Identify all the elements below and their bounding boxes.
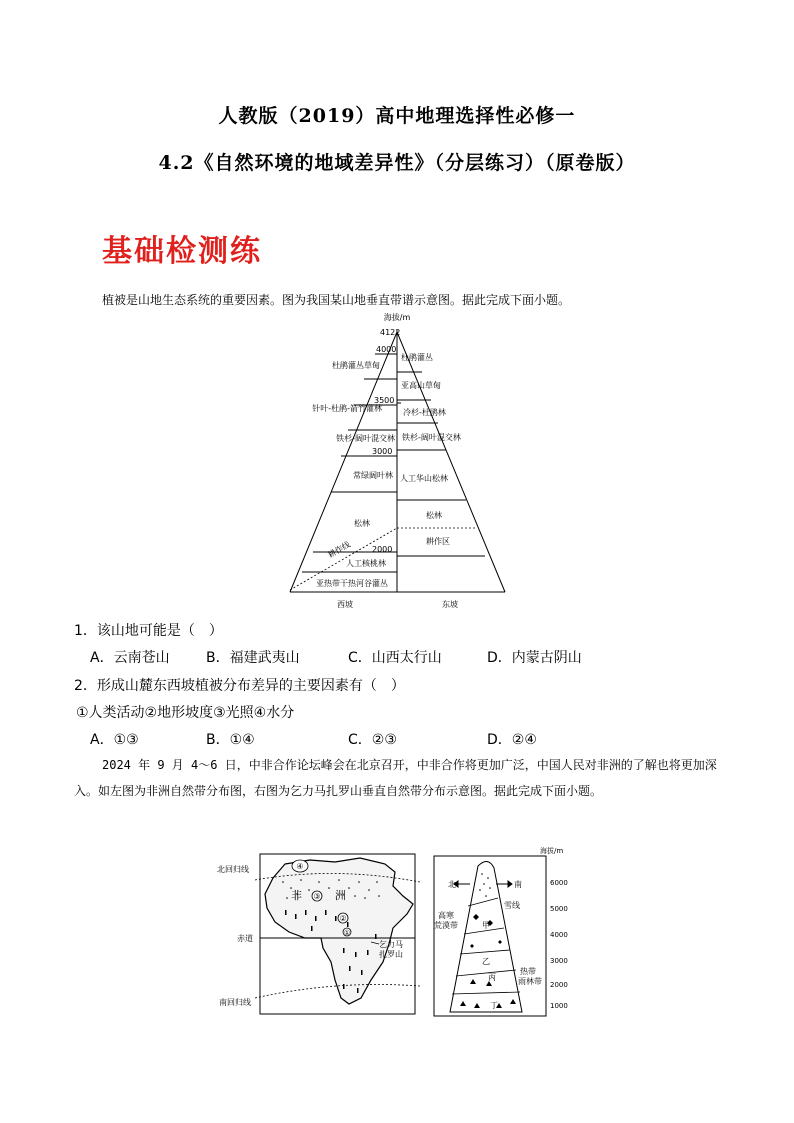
q2-option-d[interactable]: D．②④ xyxy=(487,732,537,748)
east-zone-label: 松林 xyxy=(426,511,442,520)
kilimanjaro-label-1: 乞力马 xyxy=(379,940,403,949)
zone-marker-2: ② xyxy=(339,914,347,923)
tick-1000: 1000 xyxy=(550,1002,568,1010)
west-slope-label: 西坡 xyxy=(337,600,353,609)
axis-label: 海拔/m xyxy=(540,847,564,855)
q2-option-c[interactable]: C．②③ xyxy=(348,732,397,748)
east-slope-label: 东坡 xyxy=(442,600,458,609)
tick-5000: 5000 xyxy=(550,905,568,913)
west-zone-label: 松林 xyxy=(354,519,370,528)
question-intro-1: 植被是山地生态系统的重要因素。图为我国某山地垂直带谱示意图。据此完成下面小题。 xyxy=(102,293,571,307)
zone-marker-4: ④ xyxy=(296,862,304,871)
tick-3000: 3000 xyxy=(550,957,568,965)
q2-option-b[interactable]: B．①④ xyxy=(206,732,255,748)
zone-marker-3: ③ xyxy=(313,892,321,901)
cold-desert-label-2: 荒漠带 xyxy=(434,921,458,930)
zone-ding: 丁 xyxy=(490,1001,498,1010)
west-zone-label: 杜鹃灌丛草甸 xyxy=(332,361,380,370)
zone-bing: 丙 xyxy=(488,973,496,982)
east-zone-label: 耕作区 xyxy=(426,537,450,546)
zone-yi: 乙 xyxy=(482,957,490,966)
west-zone-label: 亚热带干热河谷灌丛 xyxy=(316,579,388,588)
kilimanjaro-label-2: 扎罗山 xyxy=(379,950,403,959)
question-2-factors: ①人类活动②地形坡度③光照④水分 xyxy=(76,705,295,721)
document-title-line2: 4.2《自然环境的地域差异性》（分层练习）（原卷版） xyxy=(158,152,636,174)
zone-marker-1: ① xyxy=(343,929,351,937)
rainforest-label-1: 热带 xyxy=(520,967,536,976)
africa-natural-zone-map xyxy=(215,852,420,1017)
tropic-north-label: 北回归线 xyxy=(217,865,249,874)
tropic-south-label: 南回归线 xyxy=(219,998,251,1007)
west-zone-label: 铁杉-阔叶混交林 xyxy=(336,434,395,443)
question-1-stem: 1．该山地可能是（ ） xyxy=(74,623,223,639)
west-zone-label: 常绿阔叶林 xyxy=(353,471,393,480)
west-zone-label: 人工核桃林 xyxy=(346,559,386,568)
elev-4122: 4122 xyxy=(380,328,401,337)
elev-3000: 3000 xyxy=(372,447,393,456)
q2-option-a[interactable]: A．①③ xyxy=(90,732,139,748)
kilimanjaro-zonation-figure xyxy=(430,844,580,1019)
south-label: 南 xyxy=(514,880,522,889)
elev-4000: 4000 xyxy=(376,345,397,354)
cultivation-line-label: 耕作线 xyxy=(326,539,352,560)
north-label: 北 xyxy=(448,880,456,889)
tick-6000: 6000 xyxy=(550,879,568,887)
elev-2000: 2000 xyxy=(372,545,393,554)
document-title-line1: 人教版（2019）高中地理选择性必修一 xyxy=(218,105,576,127)
east-zone-label: 杜鹃灌丛 xyxy=(401,353,433,362)
east-zone-label: 亚高山草甸 xyxy=(401,381,441,390)
west-zone-label: 针叶-杜鹃-箭竹灌林 xyxy=(312,404,382,413)
cold-desert-label-1: 高寒 xyxy=(438,911,454,920)
q1-option-c[interactable]: C．山西太行山 xyxy=(348,650,442,666)
east-zone-label: 铁杉-阔叶混交林 xyxy=(402,433,461,442)
africa-label-2: 洲 xyxy=(335,889,346,902)
axis-label: 海拔/m xyxy=(383,313,411,322)
rainforest-label-2: 雨林带 xyxy=(518,977,542,986)
elev-3500: 3500 xyxy=(374,396,395,405)
mountain-zonation-figure xyxy=(280,310,530,612)
tick-4000: 4000 xyxy=(550,931,568,939)
east-zone-label: 冷杉-杜鹃林 xyxy=(403,408,446,417)
q1-option-a[interactable]: A．云南苍山 xyxy=(90,650,170,666)
question-intro-2: 2024 年 9 月 4～6 日，中非合作论坛峰会在北京召开，中非合作将更加广泛，中国人民对非洲的了解也将更加深入。如左图为非洲自然带分布图，右图为乞力马扎罗山垂直自然带分布示意图。据此完成下面小题。 xyxy=(74,758,717,798)
snow-line-label: 雪线 xyxy=(504,901,520,910)
q1-option-d[interactable]: D．内蒙古阴山 xyxy=(487,650,582,666)
section-heading: 基础检测练 xyxy=(102,234,262,269)
africa-label-1: 非 xyxy=(291,889,302,902)
q1-option-b[interactable]: B．福建武夷山 xyxy=(206,650,300,666)
question-2-stem: 2．形成山麓东西坡植被分布差异的主要因素有（ ） xyxy=(74,678,405,694)
equator-label: 赤道 xyxy=(237,934,253,943)
zone-jia: 甲 xyxy=(482,921,490,930)
tick-2000: 2000 xyxy=(550,981,568,989)
east-zone-label: 人工华山松林 xyxy=(400,474,448,483)
